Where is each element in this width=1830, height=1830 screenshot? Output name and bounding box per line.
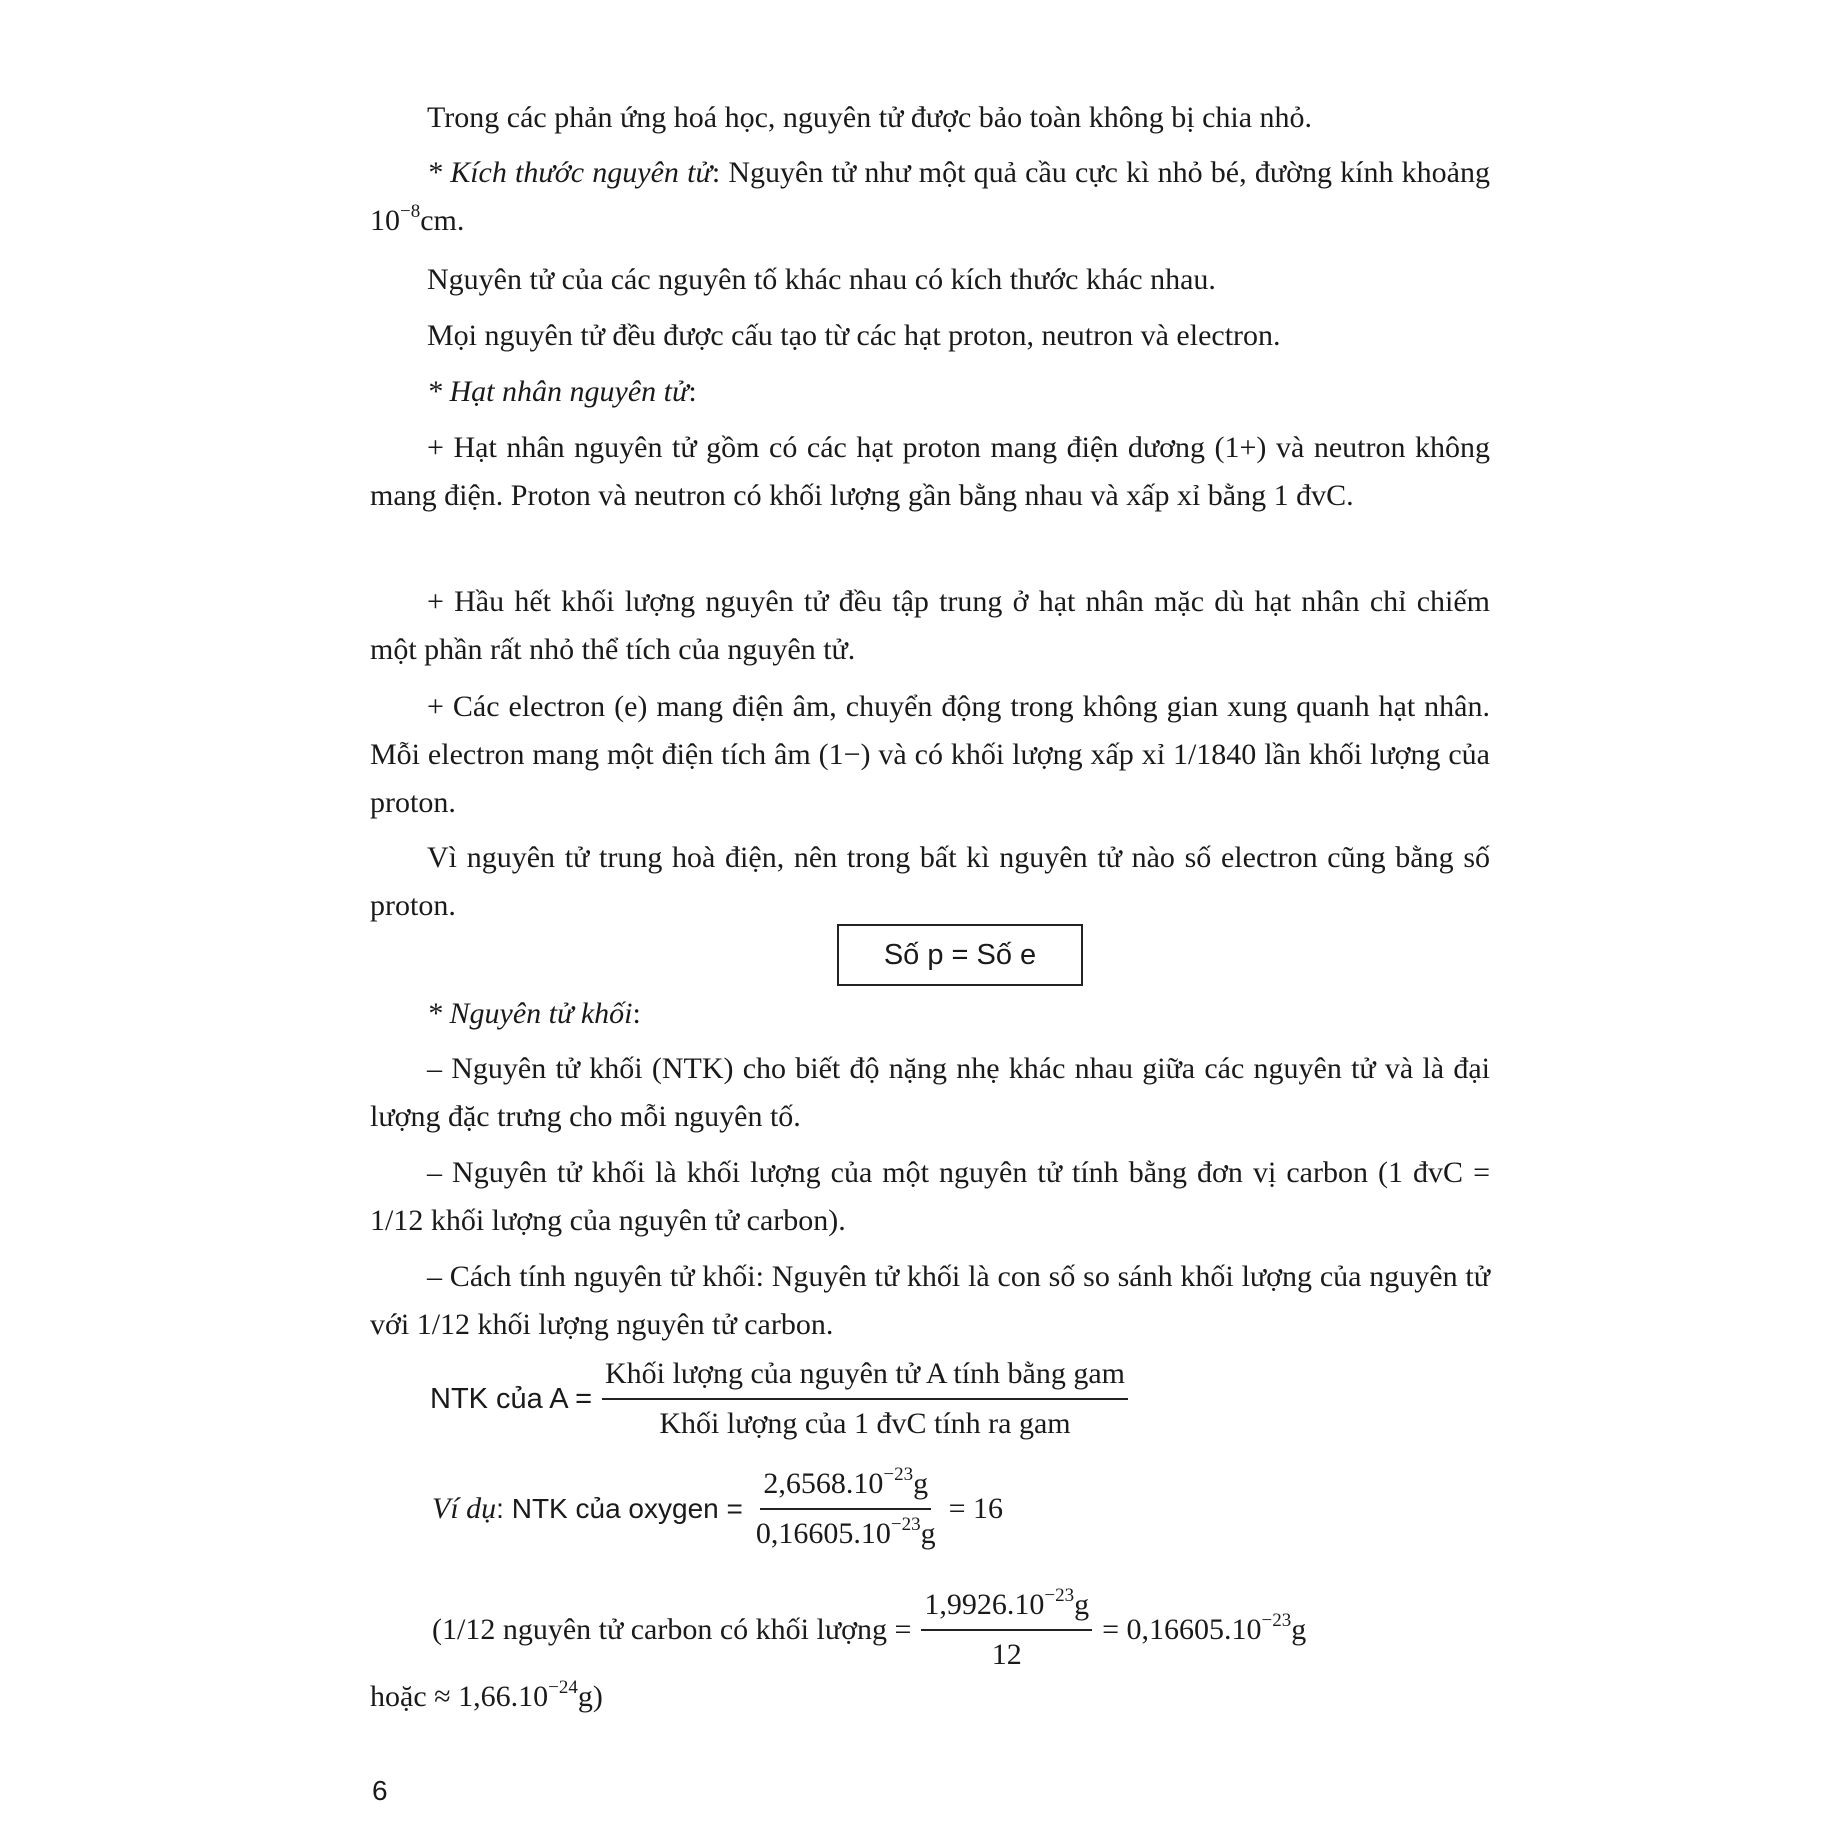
formula-carbon-fraction bbox=[921, 1583, 1092, 1677]
paragraph-atom-size bbox=[370, 149, 1490, 245]
formula-carbon-lhs: (1/12 nguyên tử carbon có khối lượng = bbox=[432, 1613, 912, 1646]
oxygen-num-exp: −23 bbox=[883, 1464, 914, 1485]
oxygen-den-unit: g bbox=[920, 1517, 936, 1550]
atom-size-text: : Nguyên tử như một quả cầu cực kì nhỏ bé, đường kính khoảng 10 bbox=[370, 156, 1490, 237]
paragraph-ntk-unit: – Nguyên tử khối là khối lượng của một nguyên tử tính bằng đơn vị carbon (1 đvC = 1/12 khối lượng của nguyên tử carbon). bbox=[370, 1156, 1490, 1237]
formula-oxygen-fraction bbox=[753, 1462, 939, 1556]
paragraph-size-differs: Nguyên tử của các nguyên tố khác nhau có kích thước khác nhau. bbox=[427, 263, 1216, 296]
boxed-equation: Số p = Số e bbox=[837, 924, 1083, 986]
formula-carbon-denominator: 12 bbox=[991, 1638, 1022, 1671]
formula-ntk bbox=[430, 1352, 1138, 1446]
carbon-tail-exp: −24 bbox=[548, 1677, 578, 1698]
formula-ntk-denominator: Khối lượng của 1 đvC tính ra gam bbox=[659, 1407, 1071, 1440]
oxygen-num-base: 2,6568.10 bbox=[763, 1467, 884, 1500]
formula-ntk-fraction bbox=[602, 1352, 1128, 1446]
carbon-num-base: 1,9926.10 bbox=[924, 1588, 1045, 1621]
formula-carbon-numerator bbox=[921, 1583, 1092, 1631]
carbon-rhs-exp: −23 bbox=[1261, 1610, 1292, 1631]
carbon-num-unit: g bbox=[1074, 1588, 1090, 1621]
heading-atomic-mass: * Nguyên tử khối bbox=[427, 997, 633, 1030]
paragraph-atomic-mass-heading bbox=[370, 990, 1490, 1038]
formula-oxygen-numerator bbox=[760, 1462, 931, 1510]
carbon-tail-base: hoặc ≈ 1,66.10 bbox=[370, 1680, 549, 1713]
heading-atom-size: * Kích thước nguyên tử bbox=[427, 156, 712, 189]
formula-ntk-lhs: NTK của A = bbox=[430, 1382, 593, 1415]
atom-size-unit: cm. bbox=[420, 204, 465, 237]
page-number: 6 bbox=[372, 1775, 388, 1806]
paragraph-nucleus-heading bbox=[370, 368, 1490, 416]
heading-nucleus-colon: : bbox=[688, 375, 697, 408]
formula-ntk-numerator: Khối lượng của nguyên tử A tính bằng gam bbox=[602, 1352, 1128, 1400]
heading-nucleus: * Hạt nhân nguyên tử bbox=[427, 375, 689, 408]
paragraph-ntk-definition: – Nguyên tử khối (NTK) cho biết độ nặng nhẹ khác nhau giữa các nguyên tử và là đại lượng đặc trưng cho mỗi nguyên tố. bbox=[370, 1052, 1490, 1133]
carbon-rhs-unit: g bbox=[1291, 1613, 1307, 1646]
paragraph-nucleus-mass: + Hầu hết khối lượng nguyên tử đều tập trung ở hạt nhân mặc dù hạt nhân chỉ chiếm một phần rất nhỏ thể tích của nguyên tử. bbox=[370, 585, 1490, 666]
formula-oxygen-result: = 16 bbox=[948, 1492, 1003, 1525]
paragraph-ntk-method: – Cách tính nguyên tử khối: Nguyên tử khối là con số so sánh khối lượng của nguyên tử với 1/12 khối lượng nguyên tử carbon. bbox=[370, 1260, 1490, 1341]
example-label: Ví dụ bbox=[432, 1492, 497, 1525]
oxygen-den-base: 0,16605.10 bbox=[755, 1517, 891, 1550]
formula-carbon-unit bbox=[432, 1583, 1306, 1677]
paragraph-nucleus-composition: + Hạt nhân nguyên tử gồm có các hạt proton mang điện dương (1+) và neutron không mang điện. Proton và neutron có khối lượng gần bằng nhau và xấp xỉ bằng 1 đvC. bbox=[370, 431, 1490, 512]
paragraph-particles: Mọi nguyên tử đều được cấu tạo từ các hạt proton, neutron và electron. bbox=[427, 319, 1281, 352]
oxygen-den-exp: −23 bbox=[890, 1514, 921, 1535]
formula-oxygen-lhs: : NTK của oxygen = bbox=[496, 1493, 743, 1524]
paragraph-conservation: Trong các phản ứng hoá học, nguyên tử được bảo toàn không bị chia nhỏ. bbox=[427, 101, 1313, 134]
atom-size-exponent: −8 bbox=[400, 201, 421, 222]
formula-oxygen-example bbox=[432, 1462, 1003, 1556]
formula-carbon-tail bbox=[370, 1673, 1490, 1721]
carbon-tail-unit: g) bbox=[577, 1680, 603, 1713]
carbon-rhs-base: = 0,16605.10 bbox=[1102, 1613, 1262, 1646]
paragraph-neutrality: Vì nguyên tử trung hoà điện, nên trong bất kì nguyên tử nào số electron cũng bằng số proton. bbox=[370, 841, 1490, 922]
oxygen-num-unit: g bbox=[913, 1467, 929, 1500]
paragraph-electrons: + Các electron (e) mang điện âm, chuyển động trong không gian xung quanh hạt nhân. Mỗi electron mang một điện tích âm (1−) và có khối lượng xấp xỉ 1/1840 lần khối lượng của proton. bbox=[370, 690, 1490, 819]
formula-carbon-rhs bbox=[1102, 1610, 1307, 1647]
formula-oxygen-denominator bbox=[753, 1510, 939, 1556]
heading-atomic-mass-colon: : bbox=[632, 997, 641, 1030]
carbon-num-exp: −23 bbox=[1044, 1585, 1075, 1606]
